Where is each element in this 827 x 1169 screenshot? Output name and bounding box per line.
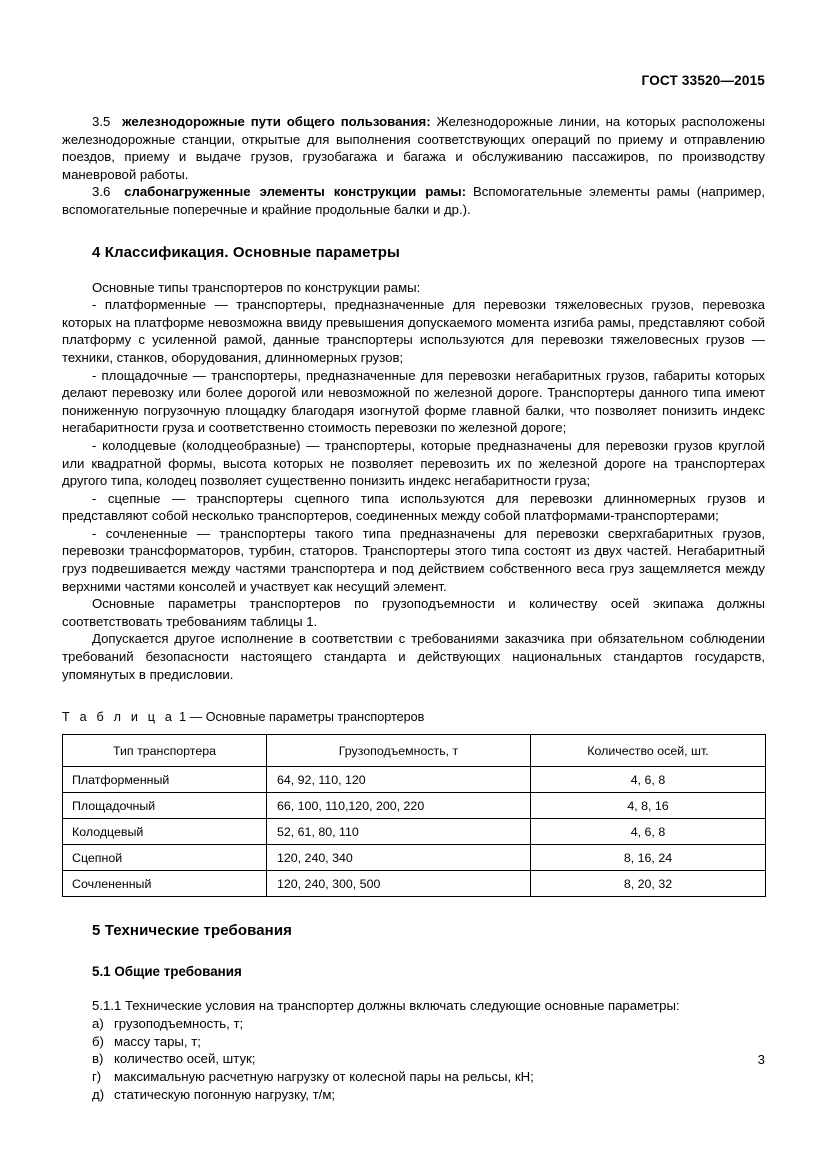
section-4-item-well: - колодцевые (колодцеобразные) — транспортеры, которые предназначены для перевозки грузов круглой или квадратной формы, высота которых не позволяет перевозить их по железной дороге на транспортерах другого типа, колодец позволяет существенно понизить индекс негабаритности груза;	[62, 437, 765, 489]
section-4-item-articulated: - сочлененные — транспортеры такого типа предназначены для перевозки сверхгабаритных грузов, перевозки трансформаторов, турбин, статоров. Транспортеры этого типа состоят из двух частей. Негабаритный груз подвешивается между частями транспортера и под действием собственного веса груз защемляется между верхними частями консолей и участвует как несущий элемент.	[62, 525, 765, 594]
section-4-intro: Основные типы транспортеров по конструкции рамы:	[92, 279, 421, 295]
list-item-marker: б)	[92, 1033, 104, 1049]
clause-3-6-definition: Вспомогательные элементы рамы (например, вспомогательные поперечные и крайние продольные балки и др.).	[62, 184, 766, 217]
table-1-caption-number: 1	[179, 710, 187, 725]
cell-axles: 4, 6, 8	[531, 767, 766, 793]
table-1-main-parameters	[62, 734, 766, 897]
cell-capacity: 52, 61, 80, 110	[267, 819, 531, 845]
table-1-caption-word: Т а б л и ц а	[62, 710, 176, 725]
list-item-marker: в)	[92, 1051, 104, 1067]
cell-type: Площадочный	[63, 793, 267, 819]
list-item	[62, 1086, 765, 1104]
cell-type: Сочлененный	[63, 871, 267, 897]
table-row	[63, 871, 766, 897]
clause-3-5	[62, 113, 765, 183]
table-1-caption-title: — Основные параметры транспортеров	[189, 710, 425, 725]
cell-type: Колодцевый	[63, 819, 267, 845]
column-header-axles: Количество осей, шт.	[531, 735, 766, 767]
list-item-marker: д)	[92, 1087, 105, 1102]
list-item-marker: а)	[92, 1015, 104, 1031]
list-item	[62, 1068, 765, 1086]
section-4-heading: 4 Классификация. Основные параметры	[92, 243, 400, 261]
table-header-row	[63, 735, 766, 767]
cell-axles: 4, 8, 16	[531, 793, 766, 819]
list-item	[62, 1015, 765, 1033]
table-row	[63, 793, 766, 819]
clause-3-5-number: 3.5	[92, 114, 111, 129]
column-header-type: Тип транспортера	[63, 735, 267, 767]
page-number: 3	[757, 1052, 765, 1067]
clause-3-5-term: железнодорожные пути общего пользования:	[122, 114, 431, 129]
table-row	[63, 819, 766, 845]
list-item-label: статическую погонную нагрузку, т/м;	[114, 1087, 336, 1102]
clause-3-6-term: слабонагруженные элементы конструкции рамы:	[124, 184, 467, 200]
cell-type: Платформенный	[63, 767, 267, 793]
table-1-caption	[62, 709, 765, 725]
clause-3-6	[62, 183, 765, 218]
section-4-item-platform: - платформенные — транспортеры, предназначенные для перевозки тяжеловесных грузов, перевозка которых на платформе невозможна ввиду превышения допускаемого момента изгиба рамы, представляют собой платформу с усиленной рамой, данные транспортеры используются для перевозки тяжеловесных грузов — техники, станков, оборудования, длинномерных грузов;	[62, 297, 765, 365]
section-4-closing-parameters: Основные параметры транспортеров по грузоподъемности и количеству осей экипажа должны соответствовать требованиям таблицы 1.	[62, 596, 765, 629]
list-item-label: максимальную расчетную нагрузку от колесной пары на рельсы, кН;	[114, 1069, 534, 1085]
section-4-closing-allowance: Допускается другое исполнение в соответствии с требованиями заказчика при обязательном соблюдении требований безопасности настоящего стандарта и действующих национальных стандартов государств, упомянутых в предисловии.	[62, 631, 765, 682]
list-item	[62, 1033, 765, 1051]
section-4-item-coupled: - сцепные — транспортеры сцепного типа используются для перевозки длинномерных грузов и представляют собой несколько транспортеров, соединенных между собой платформами-транспортерами;	[62, 490, 765, 524]
cell-axles: 8, 16, 24	[531, 845, 766, 871]
clause-3-5-definition: Железнодорожные линии, на которых расположены железнодорожные станции, открытые для выполнения соответствующих операций по приему и отправлению поездов, приему и выдаче грузов, грузобагажа и багажа и обслуживанию пассажиров, по производству маневровой работы.	[62, 114, 766, 182]
table-row	[63, 767, 766, 793]
cell-capacity: 66, 100, 110,120, 200, 220	[267, 793, 531, 819]
running-header	[62, 72, 765, 92]
cell-capacity: 120, 240, 340	[267, 845, 531, 871]
cell-axles: 8, 20, 32	[531, 871, 766, 897]
clause-3-6-number: 3.6	[92, 184, 111, 200]
list-item-label: количество осей, штук;	[114, 1051, 256, 1067]
cell-capacity: 120, 240, 300, 500	[267, 871, 531, 897]
column-header-capacity: Грузоподъемность, т	[267, 735, 531, 767]
cell-type: Сцепной	[63, 845, 267, 871]
document-standard-id: ГОСТ 33520—2015	[641, 73, 765, 88]
list-item-label: массу тары, т;	[114, 1033, 201, 1049]
section-5-1-heading: 5.1 Общие требования	[92, 964, 242, 980]
cell-axles: 4, 6, 8	[531, 819, 766, 845]
clause-5-1-1-intro: 5.1.1 Технические условия на транспортер должны включать следующие основные параметры:	[92, 998, 680, 1014]
list-item-label: грузоподъемность, т;	[114, 1015, 244, 1031]
section-5-heading: 5 Технические требования	[92, 922, 293, 940]
section-4-item-area: - площадочные — транспортеры, предназначенные для перевозки негабаритных грузов, габариты которых делают перевозку или более дорогой или невозможной по железной дороге. Транспортеры данного типа имеют пониженную погрузочную площадку благодаря изогнутой форме главной балки, что позволяет понизить индекс негабаритности груза и соответственно стоимость перевозки по железной дороге;	[62, 367, 765, 436]
document-body	[62, 113, 765, 1104]
table-row	[63, 845, 766, 871]
cell-capacity: 64, 92, 110, 120	[267, 767, 531, 793]
list-item-marker: г)	[92, 1069, 102, 1085]
